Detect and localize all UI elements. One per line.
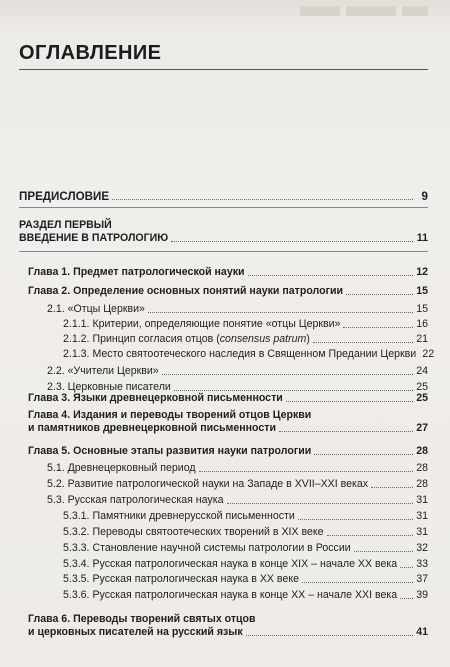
- toc-entry-title: [63, 333, 310, 346]
- toc-entry-title: ПРЕДИСЛОВИЕ: [19, 190, 110, 203]
- dot-leader: [246, 635, 413, 636]
- toc-entry-title: Глава 3. Языки древнецерковной письменности: [28, 392, 283, 404]
- page-title: ОГЛАВЛЕНИЕ: [19, 42, 162, 64]
- dot-leader: [327, 535, 413, 536]
- latin-term: consensus patrum: [219, 333, 307, 345]
- dot-leader: [313, 342, 413, 343]
- toc-entry-title: 2.2. «Учители Церкви»: [47, 365, 159, 377]
- toc-entry-chapter-6[interactable]: [28, 613, 428, 639]
- toc-page-number: 25: [416, 392, 428, 404]
- toc-page-number: 32: [416, 542, 428, 554]
- toc-entry-title: 5.2. Развитие патрологической науки на Западе в XVII–XXI веках: [47, 478, 369, 490]
- toc-entry-5-1[interactable]: [47, 462, 428, 475]
- toc-entry-title-line2: ВВЕДЕНИЕ В ПАТРОЛОГИЮ: [19, 232, 169, 244]
- toc-page-number: 28: [416, 462, 428, 474]
- toc-entry-line2: [28, 422, 428, 435]
- toc-page-number: 12: [416, 266, 428, 278]
- ghost-mark: [402, 6, 428, 16]
- toc-entry-title-line1: Глава 6. Переводы творений святых отцов: [28, 613, 256, 625]
- dot-leader: [302, 582, 413, 583]
- toc-page-number: 28: [416, 478, 428, 490]
- toc-entry-title: 2.1. «Отцы Церкви»: [47, 303, 145, 315]
- toc-entry-title: 5.3.5. Русская патрологическая наука в XX веке: [63, 573, 299, 585]
- toc-entry-title: Глава 5. Основные этапы развития науки патрологии: [28, 445, 312, 457]
- dot-leader: [112, 199, 413, 200]
- dot-leader: [286, 401, 413, 402]
- toc-entry-chapter-3[interactable]: [28, 392, 428, 405]
- dot-leader: [343, 327, 413, 328]
- toc-entry-part-one[interactable]: [19, 219, 428, 245]
- toc-entry-2-1-3[interactable]: [63, 348, 435, 361]
- toc-entry-line2: [19, 232, 428, 245]
- dot-leader: [400, 598, 413, 599]
- toc-entry-line2: [28, 626, 428, 639]
- toc-entry-5-3-4[interactable]: [63, 558, 428, 571]
- toc-entry-title: 2.1.1. Критерии, определяющие понятие «отцы Церкви»: [63, 318, 341, 330]
- toc-entry-5-3-5[interactable]: [63, 573, 428, 586]
- toc-entry-5-3-1[interactable]: [63, 510, 428, 523]
- toc-entry-title: 5.3.6. Русская патрологическая наука в конце XX – начале XXI века: [63, 589, 398, 601]
- toc-entry-chapter-2[interactable]: [28, 285, 428, 298]
- toc-page-number: 37: [416, 573, 428, 585]
- title-text: ): [306, 333, 310, 345]
- toc-entry-chapter-1[interactable]: [28, 266, 428, 279]
- dot-leader: [199, 471, 413, 472]
- toc-entry-chapter-4[interactable]: [28, 409, 428, 435]
- toc-page-number: 22: [422, 348, 435, 360]
- toc-entry-title: 5.3. Русская патрологическая наука: [47, 494, 224, 506]
- toc-page-number: 15: [416, 285, 428, 297]
- toc-entry-title: 2.1.3. Место святоотеческого наследия в Священном Предании Церкви: [63, 348, 417, 360]
- toc-page-number: 31: [416, 494, 428, 506]
- toc-page-number: 16: [416, 318, 428, 330]
- dot-leader: [400, 567, 413, 568]
- toc-entry-5-3[interactable]: [47, 494, 428, 507]
- toc-entry-title: 5.3.4. Русская патрологическая наука в конце XIX – начале XX века: [63, 558, 398, 570]
- toc-entry-5-3-3[interactable]: [63, 542, 428, 555]
- toc-page-number: 31: [416, 526, 428, 538]
- toc-entry-title: 5.3.2. Переводы святоотеческих творений в XIX веке: [63, 526, 324, 538]
- dot-leader: [314, 454, 413, 455]
- toc-entry-2-1-1[interactable]: [63, 318, 428, 331]
- dot-leader: [171, 241, 413, 242]
- toc-page-number: 25: [416, 381, 428, 393]
- dot-leader: [248, 275, 413, 276]
- toc-entry-title: 5.3.3. Становление научной системы патрологии в России: [63, 542, 351, 554]
- toc-entry-title: Глава 2. Определение основных понятий науки патрологии: [28, 285, 344, 297]
- toc-entry-5-3-2[interactable]: [63, 526, 428, 539]
- toc-page-number: 21: [416, 333, 428, 345]
- toc-page-number: 33: [416, 558, 428, 570]
- toc-page-number: 31: [416, 510, 428, 522]
- toc-page-number: 11: [416, 232, 428, 244]
- toc-entry-title-line2: и церковных писателей на русский язык: [28, 626, 243, 638]
- toc-entry-title-line2: и памятников древнецерковной письменности: [28, 422, 276, 434]
- toc-entry-2-2[interactable]: [47, 365, 428, 378]
- toc-page-number: 9: [421, 190, 428, 203]
- toc-entry-chapter-5[interactable]: [28, 445, 428, 458]
- toc-entry-preface[interactable]: [19, 190, 428, 203]
- toc-entry-2-1-2[interactable]: [63, 333, 428, 346]
- toc-entry-title: 5.3.1. Памятники древнерусской письменности: [63, 510, 295, 522]
- toc-entry-5-2[interactable]: [47, 478, 428, 491]
- toc-entry-5-3-6[interactable]: [63, 589, 428, 602]
- toc-entry-title: 2.3. Церковные писатели: [47, 381, 171, 393]
- dot-leader: [227, 503, 414, 504]
- toc-entry-title-line1: Глава 4. Издания и переводы творений отцов Церкви: [28, 409, 312, 421]
- ghost-mark: [300, 6, 340, 16]
- dot-leader: [298, 519, 413, 520]
- toc-page-number: 41: [416, 626, 428, 638]
- dot-leader: [346, 294, 413, 295]
- section-divider: [19, 251, 428, 252]
- toc-page-number: 39: [416, 589, 428, 601]
- toc-entry-2-1[interactable]: [47, 303, 428, 316]
- dot-leader: [279, 431, 413, 432]
- toc-entry-title: Глава 1. Предмет патрологической науки: [28, 266, 245, 278]
- toc-page-number: 15: [416, 303, 428, 315]
- dot-leader: [354, 551, 413, 552]
- dot-leader: [174, 390, 413, 391]
- toc-page-number: 24: [416, 365, 428, 377]
- ghost-mark: [346, 6, 396, 16]
- title-underline: [19, 69, 428, 70]
- dot-leader: [371, 487, 413, 488]
- toc-page-number: 27: [416, 422, 428, 434]
- toc-entry-title: 5.1. Древнецерковный период: [47, 462, 196, 474]
- dot-leader: [162, 374, 413, 375]
- page-header-shadow: [0, 0, 450, 26]
- section-divider: [19, 207, 428, 208]
- toc-entry-title-line1: РАЗДЕЛ ПЕРВЫЙ: [19, 219, 112, 231]
- toc-page-number: 28: [416, 445, 428, 457]
- dot-leader: [148, 312, 413, 313]
- title-text: 2.1.2. Принцип согласия отцов (: [63, 333, 220, 345]
